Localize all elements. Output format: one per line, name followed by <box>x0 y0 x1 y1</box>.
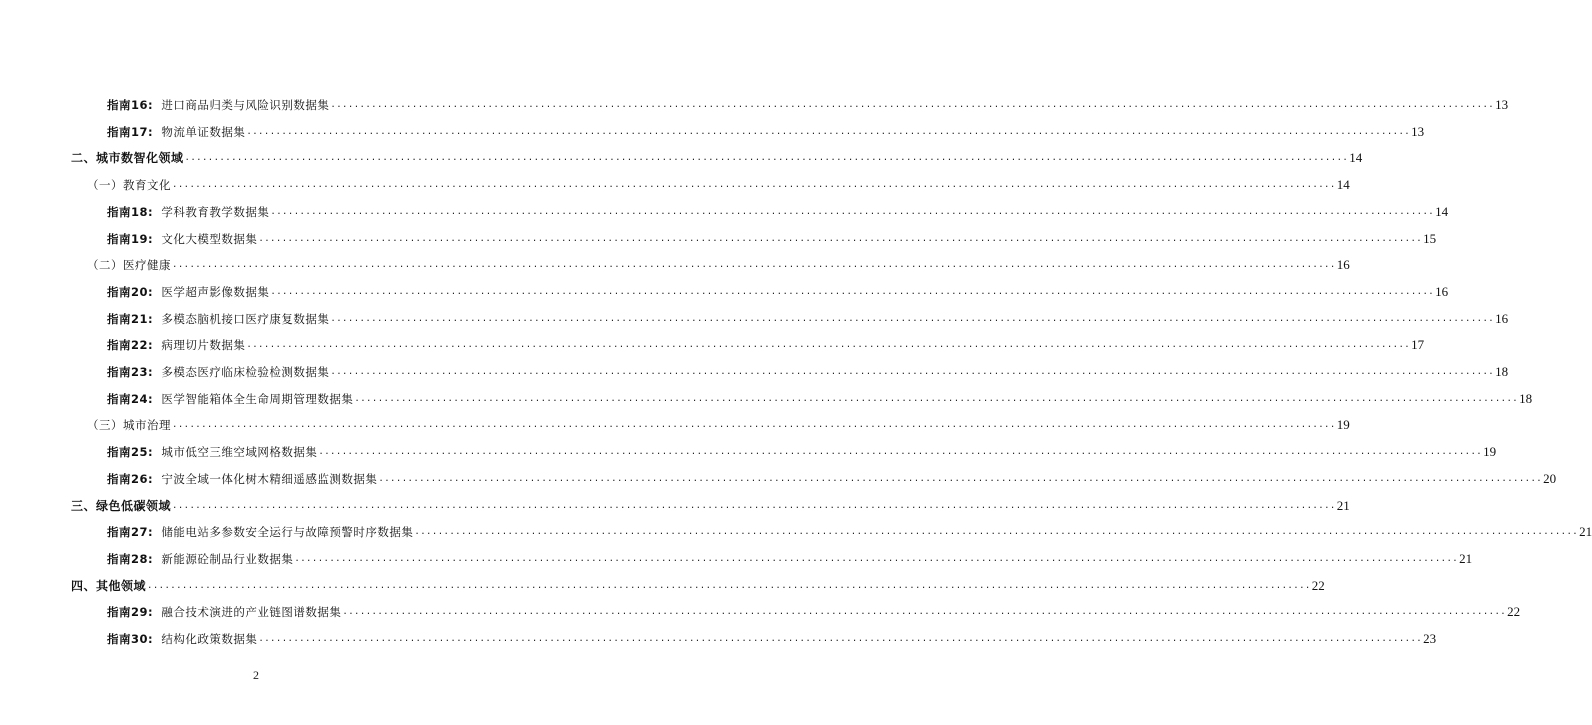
toc-entry-heading <box>107 312 329 326</box>
toc-entry-title: 多模态医疗临床检验检测数据集 <box>161 365 330 379</box>
toc-entry-heading <box>87 418 171 432</box>
toc-entry-page: 19 <box>1483 444 1497 460</box>
page-number: 2 <box>253 668 259 682</box>
dot-leader: ........................................................................................................................................................................................................ <box>318 447 1483 458</box>
toc-entry[interactable] <box>107 380 1533 406</box>
toc-entry-page: 22 <box>1311 577 1325 593</box>
toc-entry-heading <box>107 125 245 139</box>
dot-leader: ........................................................................................................................................................................................................ <box>184 153 1349 164</box>
toc-entry-label: 指南20: <box>107 284 154 299</box>
toc-entry[interactable] <box>107 540 1473 566</box>
toc-entry-heading <box>107 365 329 379</box>
dot-leader: ........................................................................................................................................................................................................ <box>172 180 1336 191</box>
toc-entry-title: （一）教育文化 <box>87 178 171 193</box>
toc-entry-heading <box>107 285 269 299</box>
toc-entry-page: 15 <box>1423 230 1437 246</box>
toc-entry-heading <box>107 205 269 219</box>
toc-entry[interactable] <box>107 273 1449 299</box>
toc-entry-title: 医学超声影像数据集 <box>161 284 270 299</box>
dot-leader: ........................................................................................................................................................................................................ <box>414 527 1579 538</box>
toc-entry-page: 19 <box>1336 417 1350 433</box>
toc-entry[interactable] <box>107 326 1425 353</box>
toc-entry-heading <box>107 605 341 619</box>
toc-entry-title: 结构化政策数据集 <box>161 632 258 646</box>
toc-entry-page: 13 <box>1495 97 1509 112</box>
toc-entry-page: 16 <box>1495 310 1509 326</box>
toc-entry-label: 指南27: <box>107 525 154 540</box>
toc-entry-heading <box>107 632 257 646</box>
toc-entry-page: 21 <box>1459 550 1473 566</box>
toc-entry-label: 指南22: <box>107 338 154 353</box>
toc-entry-heading <box>71 151 184 165</box>
toc-entry-label: 指南23: <box>107 365 154 379</box>
toc-entry[interactable] <box>87 246 1350 273</box>
dot-leader: ........................................................................................................................................................................................................ <box>354 393 1519 404</box>
toc-entry-page: 18 <box>1519 390 1533 406</box>
toc-entry[interactable] <box>107 460 1557 486</box>
toc-entry[interactable] <box>107 113 1425 139</box>
toc-entry-label: 指南28: <box>107 551 154 566</box>
toc-entry-label: 指南21: <box>107 311 154 326</box>
dot-leader: ........................................................................................................................................................................................................ <box>270 206 1435 217</box>
toc-entry-label: 指南18: <box>107 204 154 219</box>
toc-entry[interactable] <box>107 593 1521 620</box>
toc-entry-title: 学科教育教学数据集 <box>161 204 270 219</box>
toc-entry[interactable] <box>107 353 1509 379</box>
toc-entry-title: 储能电站多参数安全运行与故障预警时序数据集 <box>161 525 414 540</box>
dot-leader: ........................................................................................................................................................................................................ <box>172 260 1336 271</box>
toc-entry-heading <box>107 525 413 539</box>
toc-entry-title: 城市低空三维空域网格数据集 <box>161 445 318 460</box>
toc-entry-page: 21 <box>1579 524 1592 540</box>
dot-leader: ........................................................................................................................................................................................................ <box>258 233 1423 244</box>
toc-entry-title: 四、其他领域 <box>71 578 147 593</box>
toc-entry[interactable] <box>107 620 1437 646</box>
toc-entry-title: 医学智能箱体全生命周期管理数据集 <box>161 391 354 406</box>
toc-entry[interactable] <box>87 406 1350 433</box>
toc-entry[interactable] <box>107 433 1497 460</box>
toc-entry-title: 物流单证数据集 <box>161 124 246 139</box>
dot-leader: ........................................................................................................................................................................................................ <box>294 553 1459 564</box>
toc-entry-heading <box>107 552 293 566</box>
dot-leader: ........................................................................................................................................................................................................ <box>246 126 1411 137</box>
toc-entry[interactable] <box>107 513 1592 540</box>
toc-entry-page: 23 <box>1423 631 1437 646</box>
toc-entry[interactable] <box>107 86 1509 112</box>
toc-entry[interactable] <box>87 166 1350 193</box>
toc-entry-heading <box>71 579 146 593</box>
toc-entry-label: 指南26: <box>107 471 154 486</box>
toc-entry-title: 新能源砼制品行业数据集 <box>161 551 294 566</box>
toc-entry-page: 17 <box>1411 337 1425 353</box>
toc-entry[interactable] <box>107 300 1509 326</box>
toc-entry-title: 融合技术演进的产业链图谱数据集 <box>161 605 342 620</box>
toc-entry[interactable] <box>71 567 1325 593</box>
toc-entry-heading <box>107 338 245 352</box>
dot-leader: ........................................................................................................................................................................................................ <box>270 286 1435 297</box>
toc-entry-label: 指南25: <box>107 445 154 460</box>
toc-entry-heading <box>71 499 171 513</box>
toc-entry-page: 14 <box>1349 150 1363 166</box>
dot-leader: ........................................................................................................................................................................................................ <box>330 100 1495 110</box>
toc-entry[interactable] <box>71 487 1350 513</box>
toc-entry-title: 进口商品归类与风险识别数据集 <box>161 98 330 112</box>
dot-leader: ........................................................................................................................................................................................................ <box>258 634 1423 644</box>
toc-entry-page: 14 <box>1435 203 1449 219</box>
toc-entry-title: （三）城市治理 <box>87 418 171 433</box>
toc-entry-heading <box>87 178 171 192</box>
toc-entry-heading <box>107 98 329 112</box>
toc-entry-title: 宁波全域一体化树木精细遥感监测数据集 <box>161 471 378 486</box>
toc-entry-label: 指南19: <box>107 231 154 246</box>
dot-leader: ........................................................................................................................................................................................................ <box>378 473 1543 484</box>
toc-entry-label: 指南29: <box>107 605 154 620</box>
dot-leader: ........................................................................................................................................................................................................ <box>172 500 1336 511</box>
toc-entry-label: 指南16: <box>107 98 154 112</box>
toc-entry-heading <box>107 392 353 406</box>
toc-entry-heading <box>107 445 317 459</box>
toc-entry-heading <box>107 472 377 486</box>
toc-entry-page: 21 <box>1336 497 1350 513</box>
dot-leader: ........................................................................................................................................................................................................ <box>172 420 1336 431</box>
dot-leader: ........................................................................................................................................................................................................ <box>330 313 1495 324</box>
toc-entry-title: 三、绿色低碳领域 <box>71 498 172 513</box>
toc-entry-page: 13 <box>1411 123 1425 139</box>
toc-entry-title: 文化大模型数据集 <box>161 231 258 246</box>
toc-entry-label: 指南30: <box>107 632 154 646</box>
toc-entry-page: 16 <box>1336 257 1350 273</box>
toc-entry-page: 16 <box>1435 283 1449 299</box>
toc-entry-label: 指南24: <box>107 391 154 406</box>
toc-entry-title: 多模态脑机接口医疗康复数据集 <box>161 311 330 326</box>
dot-leader: ........................................................................................................................................................................................................ <box>342 607 1507 618</box>
toc-entry-page: 18 <box>1495 364 1509 379</box>
dot-leader: ........................................................................................................................................................................................................ <box>147 580 1311 591</box>
toc-entry-title: 二、城市数智化领域 <box>71 151 184 166</box>
dot-leader: ........................................................................................................................................................................................................ <box>330 367 1495 377</box>
toc-entry-page: 20 <box>1543 470 1557 486</box>
toc-entry[interactable] <box>107 193 1449 219</box>
toc-entry-title: （二）医疗健康 <box>87 258 171 273</box>
dot-leader: ........................................................................................................................................................................................................ <box>246 340 1411 351</box>
toc-entry-heading <box>87 258 171 272</box>
toc-entry-title: 病理切片数据集 <box>161 338 246 353</box>
toc-entry-page: 22 <box>1507 604 1521 620</box>
toc-entry[interactable] <box>107 220 1437 246</box>
toc-entry[interactable] <box>71 139 1363 166</box>
toc-entry-page: 14 <box>1336 177 1350 193</box>
toc-entry-label: 指南17: <box>107 124 154 139</box>
toc-entry-heading <box>107 232 257 246</box>
